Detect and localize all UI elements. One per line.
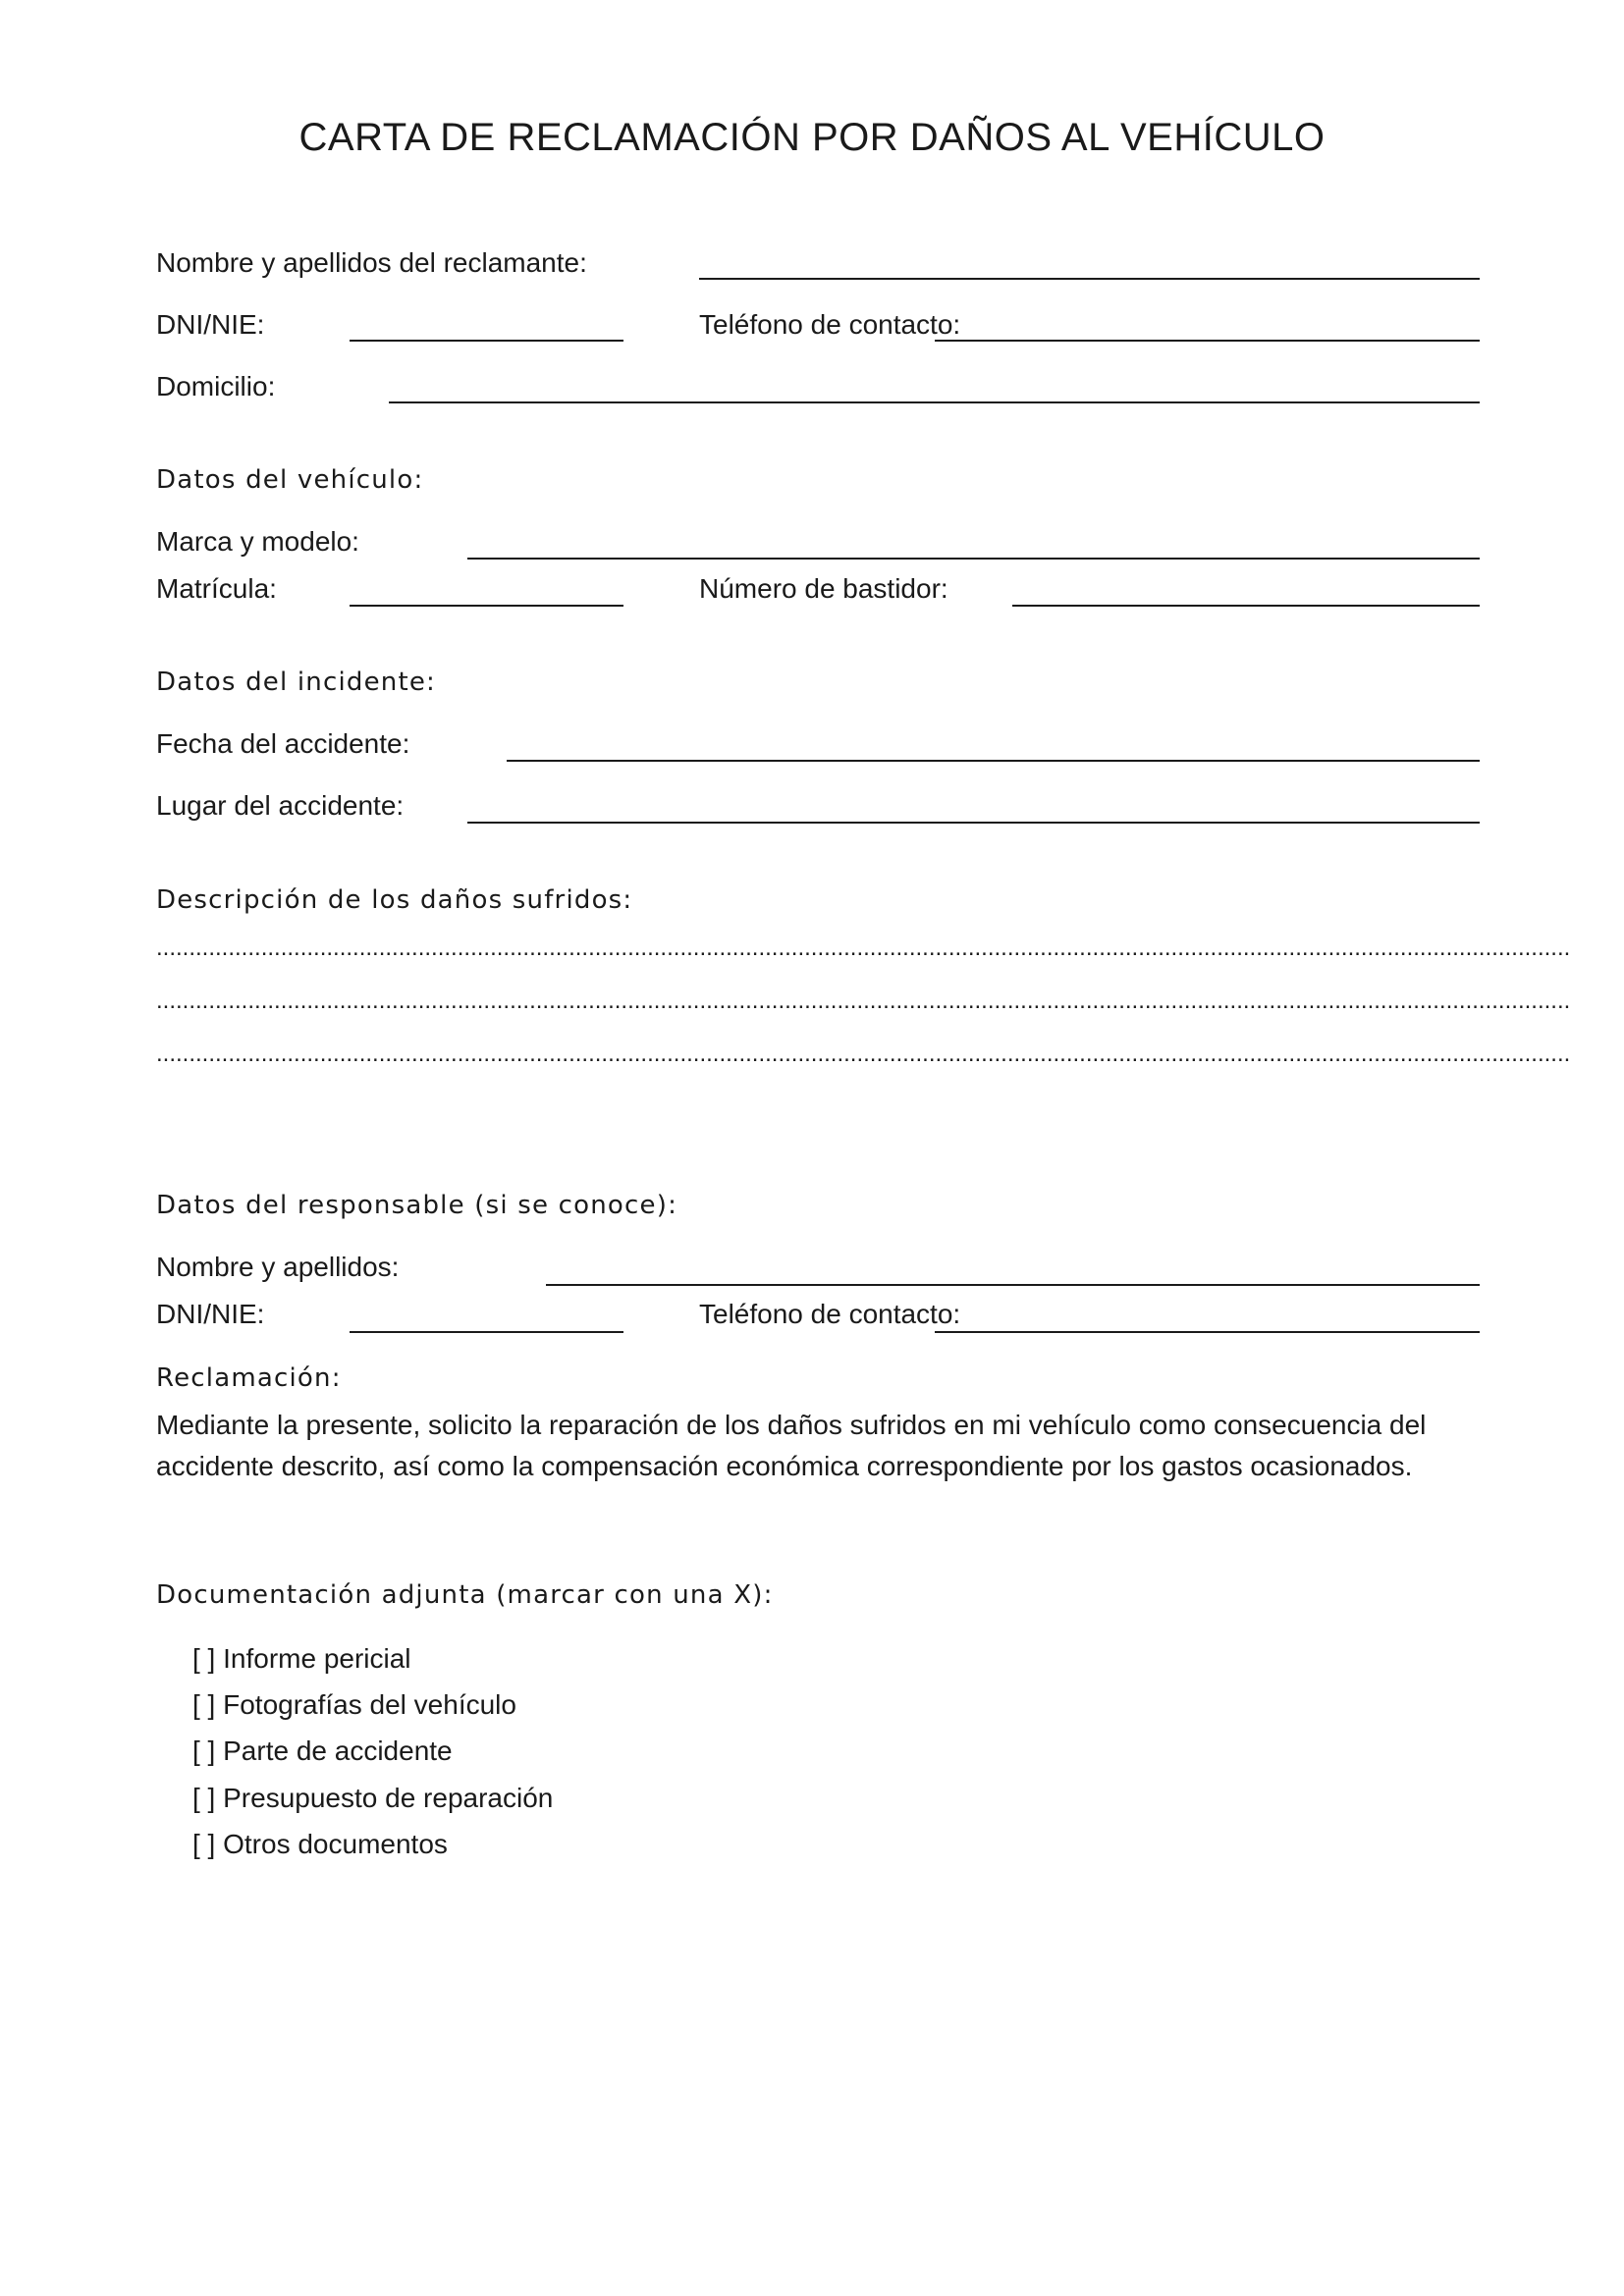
checkbox[interactable]: [ ] xyxy=(192,1829,216,1859)
incident-place-label: Lugar del accidente: xyxy=(156,790,405,821)
vehicle-vin-label: Número de bastidor: xyxy=(699,573,948,604)
vehicle-plate-field[interactable] xyxy=(350,605,623,607)
attachment-label: Parte de accidente xyxy=(223,1735,453,1766)
damages-line-1[interactable]: ........................................................................................................................................................................................................................ xyxy=(156,934,1571,961)
claimant-name-field[interactable] xyxy=(699,278,1480,280)
vehicle-vin-field[interactable] xyxy=(1012,605,1480,607)
page-title: CARTA DE RECLAMACIÓN POR DAÑOS AL VEHÍCULO xyxy=(298,116,1326,159)
incident-date-field[interactable] xyxy=(507,760,1480,762)
vehicle-make-model-label: Marca y modelo: xyxy=(156,526,359,557)
attachment-item[interactable] xyxy=(192,1735,453,1767)
responsible-id-label: DNI/NIE: xyxy=(156,1299,265,1329)
incident-section-heading: Datos del incidente: xyxy=(156,667,437,697)
responsible-id-field[interactable] xyxy=(350,1331,623,1333)
damages-line-3[interactable]: ........................................................................................................................................................................................................................ xyxy=(156,1041,1571,1067)
checkbox[interactable]: [ ] xyxy=(192,1783,216,1813)
vehicle-section-heading: Datos del vehículo: xyxy=(156,465,424,495)
claimant-address-field[interactable] xyxy=(389,401,1480,403)
attachment-item[interactable] xyxy=(192,1689,516,1721)
claimant-id-label: DNI/NIE: xyxy=(156,309,265,340)
attachment-item[interactable] xyxy=(192,1783,553,1814)
incident-place-field[interactable] xyxy=(467,822,1480,824)
checkbox[interactable]: [ ] xyxy=(192,1735,216,1766)
attachment-item[interactable] xyxy=(192,1829,448,1860)
claim-section-heading: Reclamación: xyxy=(156,1363,342,1393)
checkbox[interactable]: [ ] xyxy=(192,1689,216,1720)
claimant-id-field[interactable] xyxy=(350,340,623,342)
attachment-label: Otros documentos xyxy=(223,1829,448,1859)
claimant-phone-field[interactable] xyxy=(935,340,1480,342)
checkbox[interactable]: [ ] xyxy=(192,1643,216,1674)
attachment-item[interactable] xyxy=(192,1643,411,1675)
responsible-phone-label: Teléfono de contacto: xyxy=(699,1299,961,1329)
claimant-name-label: Nombre y apellidos del reclamante: xyxy=(156,247,587,278)
responsible-name-label: Nombre y apellidos: xyxy=(156,1252,400,1282)
responsible-section-heading: Datos del responsable (si se conoce): xyxy=(156,1191,678,1220)
attachment-label: Presupuesto de reparación xyxy=(223,1783,554,1813)
damages-line-2[interactable]: ........................................................................................................................................................................................................................ xyxy=(156,988,1571,1014)
attachment-label: Fotografías del vehículo xyxy=(223,1689,516,1720)
vehicle-plate-label: Matrícula: xyxy=(156,573,277,604)
responsible-name-field[interactable] xyxy=(546,1284,1480,1286)
claimant-address-label: Domicilio: xyxy=(156,371,276,401)
claimant-phone-label: Teléfono de contacto: xyxy=(699,309,961,340)
responsible-phone-field[interactable] xyxy=(935,1331,1480,1333)
attachment-label: Informe pericial xyxy=(223,1643,411,1674)
incident-date-label: Fecha del accidente: xyxy=(156,728,410,759)
claim-text: Mediante la presente, solicito la reparación de los daños sufridos en mi vehículo como consecuencia del accidente descrito, así como la compensación económica correspondiente por los gastos ocasionados. xyxy=(156,1410,1427,1481)
vehicle-make-model-field[interactable] xyxy=(467,558,1480,560)
attachments-section-heading: Documentación adjunta (marcar con una X): xyxy=(156,1580,774,1610)
damages-section-heading: Descripción de los daños sufridos: xyxy=(156,885,633,915)
